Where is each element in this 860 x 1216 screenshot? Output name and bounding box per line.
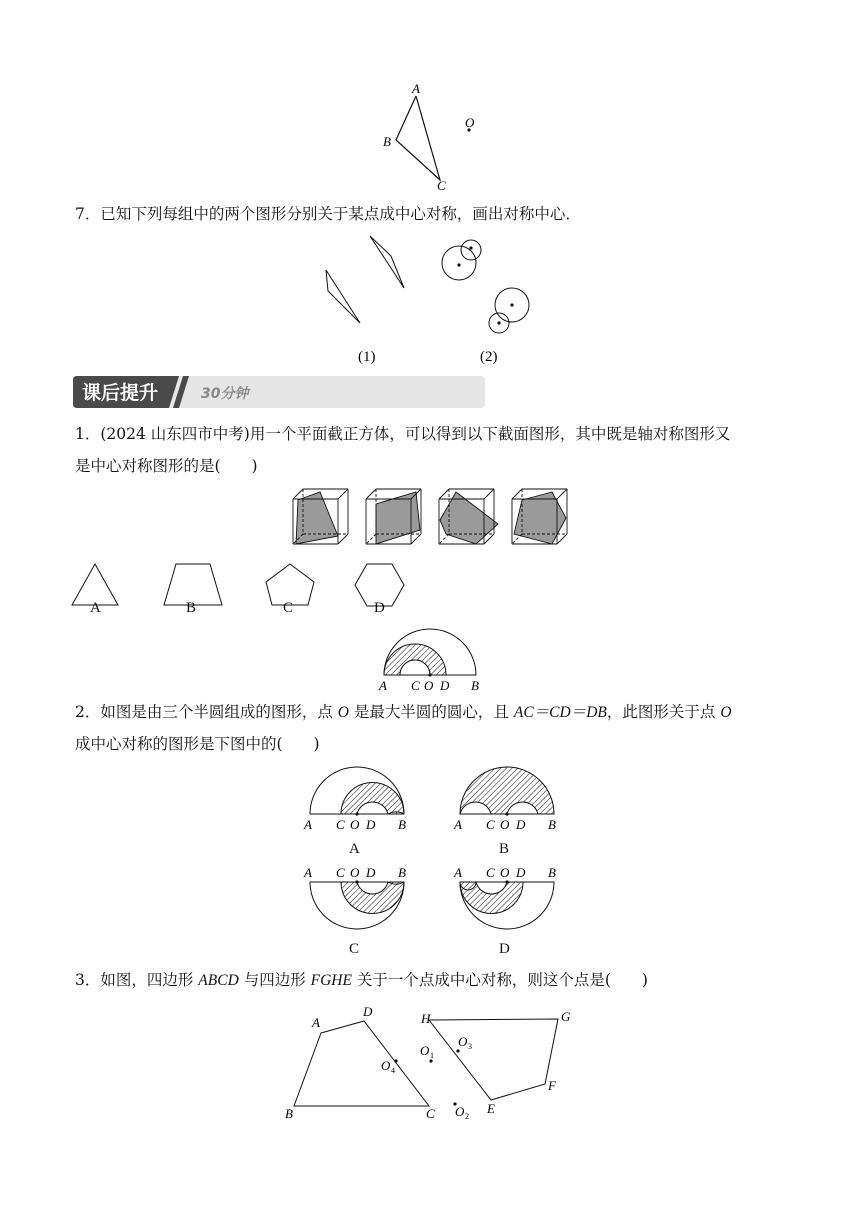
- svg-text:G: G: [561, 1009, 571, 1024]
- svg-text:O: O: [350, 817, 360, 832]
- point-label-b: B: [383, 134, 391, 149]
- svg-text:D: D: [516, 817, 526, 832]
- point-label-c: C: [437, 178, 446, 193]
- triangle-abc-figure: [370, 80, 490, 195]
- q2-option-d: D: [499, 941, 510, 957]
- q3-text: 3．如图，四边形 ABCD 与四边形 FGHE 关于一个点成中心对称，则这个点是( ): [75, 971, 648, 989]
- q1-option-b: B: [186, 600, 197, 616]
- q7-caption-2: (2): [480, 349, 498, 365]
- svg-text:C: C: [426, 1106, 435, 1121]
- q3-quadrilaterals-figure: [280, 1000, 600, 1130]
- svg-text:B: B: [548, 817, 556, 832]
- svg-text:B: B: [548, 865, 556, 880]
- q2-options-upper: [300, 762, 570, 838]
- svg-text:A: A: [454, 817, 462, 832]
- svg-text:O: O: [500, 865, 510, 880]
- svg-text:C: C: [336, 817, 345, 832]
- svg-text:D: D: [366, 817, 376, 832]
- svg-text:O: O: [381, 1058, 391, 1073]
- svg-text:C: C: [336, 865, 345, 880]
- svg-text:O: O: [458, 1034, 468, 1049]
- svg-text:A: A: [304, 817, 312, 832]
- svg-text:D: D: [366, 865, 376, 880]
- svg-text:O: O: [455, 1104, 465, 1119]
- q2-line1: 2．如图是由三个半圆组成的图形，点 O 是最大半圆的圆心，且 AC＝CD＝DB，此图形关于点 O: [75, 703, 732, 721]
- svg-text:A: A: [304, 865, 312, 880]
- section-title: 课后提升: [82, 382, 159, 404]
- svg-text:B: B: [398, 817, 406, 832]
- q2-option-c: C: [349, 941, 360, 957]
- q1-option-shapes: [70, 560, 410, 620]
- svg-text:4: 4: [391, 1066, 395, 1075]
- svg-text:O: O: [424, 678, 434, 693]
- q1-line1: 1．(2024 山东四市中考)用一个平面截正方体，可以得到以下截面图形，其中既是轴对称图形又: [75, 425, 731, 443]
- svg-text:E: E: [487, 1101, 495, 1116]
- q7-text: 7．已知下列每组中的两个图形分别关于某点成中心对称，画出对称中心．: [75, 205, 581, 223]
- svg-text:A: A: [379, 678, 387, 693]
- svg-text:A: A: [454, 865, 462, 880]
- q1-option-a: A: [90, 600, 101, 616]
- svg-text:D: D: [516, 865, 526, 880]
- q2-line2: 成中心对称的图形是下图中的( ): [75, 735, 320, 753]
- svg-text:D: D: [440, 678, 450, 693]
- q2-option-b: B: [499, 841, 510, 857]
- q7-caption-1: (1): [358, 349, 376, 365]
- svg-text:B: B: [398, 865, 406, 880]
- svg-text:O: O: [500, 817, 510, 832]
- section-time: 30分钟: [201, 386, 249, 402]
- svg-text:O: O: [420, 1043, 430, 1058]
- q2-semicircle-figure: [370, 622, 500, 694]
- svg-text:C: C: [486, 817, 495, 832]
- svg-text:B: B: [471, 678, 479, 693]
- q2-options-lower: [300, 862, 570, 938]
- section-header-bar: [73, 376, 485, 408]
- svg-text:2: 2: [465, 1112, 469, 1121]
- svg-text:D: D: [363, 1004, 373, 1019]
- svg-text:B: B: [285, 1106, 293, 1121]
- svg-text:A: A: [312, 1015, 320, 1030]
- point-label-a: A: [412, 81, 420, 96]
- svg-text:F: F: [548, 1078, 556, 1093]
- svg-text:H: H: [421, 1011, 431, 1026]
- svg-text:C: C: [411, 678, 420, 693]
- svg-text:O: O: [350, 865, 360, 880]
- svg-text:1: 1: [430, 1051, 434, 1060]
- q1-option-d: D: [374, 600, 385, 616]
- q1-cube-sections: [290, 486, 570, 548]
- q1-option-c: C: [283, 600, 294, 616]
- q7-figure: [320, 230, 540, 370]
- q1-line2: 是中心对称图形的是( ): [75, 457, 258, 475]
- q2-option-a: A: [349, 841, 360, 857]
- svg-text:3: 3: [468, 1042, 472, 1051]
- point-label-o: O: [465, 115, 475, 130]
- svg-text:C: C: [486, 865, 495, 880]
